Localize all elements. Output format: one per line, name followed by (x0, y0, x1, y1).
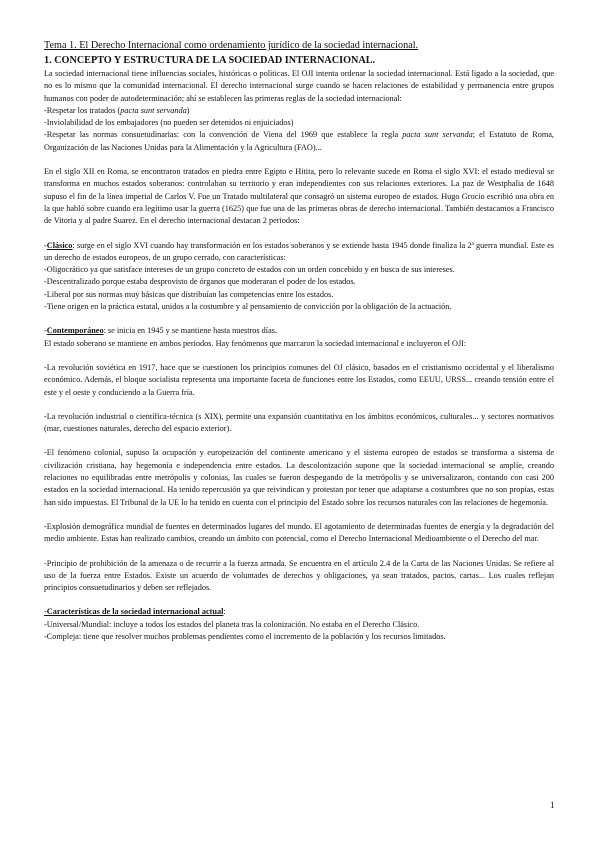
phenomenon-paragraph: -La revolución soviética en 1917, hace que se cuestionen los principios comunes del OJ clásico, basados en el cristianismo occidental y el liberalismo económico. Además, el bloque socialista representa una importante faceta de funciones entre los Estados, como EEUU, URSS... creando tensión entre el este y el oeste y conduciendo a la Guerra fría. (44, 362, 554, 397)
document-title: Tema 1. El Derecho Internacional como ordenamiento jurídico de la sociedad internacional. (44, 40, 419, 51)
rule-item-2: -Inviolabilidad de los embajadores (no pueden ser detenidos ni enjuiciados) (44, 118, 294, 128)
rule-item-1: -Respetar los tratados (pacta sunt servanda) (44, 105, 190, 115)
page-number: 1 (550, 800, 555, 810)
contemporaneo-line2: El estado soberano se mantiene en ambos periodos. Hay fenómenos que marcaron la sociedad internacional e incluyeron el OJI: (44, 338, 467, 348)
history-paragraph: En el siglo XII en Roma, se encontraron tratados en piedra entre Egipto e Hitita, pero lo relevante sucede en Roma el siglo XVI: el estado medieval se transforma en muchos estados soberanos: controlaban su territorio y eran independientes con sus relaciones exteriores. La paz de Westphalia de 1648 supuso el fin de la línea imperial de Carlos V. Fue un Tratado multilateral que consagró un sistema europeo de estados. Hugo Grocio escribió una obra en la que habló sobre cuando era legítimo usar la guerra (1625) que fue una de las primeras obras de derecho internacional. También destacamos a Francisco de Vitoria y al padre Suarez. En el derecho internacional destacan 2 periodos: (44, 167, 554, 226)
contemporaneo-label: Contemporáneo (46, 326, 104, 336)
clasico-label: Clásico (46, 240, 73, 250)
clasico-paragraph: -Clásico: surge en el siglo XVI cuando hay transformación en los estados soberanos y se extiende hasta 1945 donde finaliza la 2ª guerra mundial. Este es un derecho de estados europeos, de un grupo cerrado, con características: (44, 240, 554, 262)
phenomenon-paragraph: -Explosión demográfica mundial de fuentes en determinados lugares del mundo. El agotamiento de determinadas fuentes de energía y la degradación del medio ambiente. Estas han realizado cambios, creando un ámbito con potencial, como el Derecho Internacional Medioambiente o el Derecho del mar. (44, 521, 554, 544)
caracteristicas-item: -Universal/Mundial: incluye a todos los estados del planeta tras la colonización. No estaba en el Derecho Clásico. (44, 619, 420, 629)
phenomenon-paragraph: -Principio de prohibición de la amenaza o de recurrir a la fuerza armada. Se encuentra en el artículo 2.4 de la Carta de las Naciones Unidas. Se refiere al uso de la fuerza entre Estados. Existe un acuerdo de voluntades de derechos y obligaciones, ya sean tratados, pactos, cartas... Los cuales reflejan principios consuetudinarios y deben ser reflejados. (44, 558, 554, 593)
clasico-item: -Descentralizado porque estaba desprovisto de órganos que moderaran el poder de los estados. (44, 277, 356, 287)
intro-paragraph: La sociedad internacional tiene influencias sociales, históricas o políticas. El OJI intenta ordenar la sociedad internacional. Está ligado a la sociedad, que no es lo mismo que la comunidad internacional. El derecho internacional surge cuando se hacen relaciones de estabilidad y permanencia entre grupos humanos con poder de autodeterminación; ahí se establecen las primeras reglas de la sociedad internacional: (44, 69, 554, 103)
contemporaneo-paragraph: -Contemporáneo: se inicia en 1945 y se mantiene hasta nuestros días. (44, 326, 278, 336)
clasico-item: -Liberal por sus normas muy básicas que distribuían las competencias entre los estados. (44, 289, 334, 299)
section-heading: 1. CONCEPTO Y ESTRUCTURA DE LA SOCIEDAD INTERNACIONAL. (44, 55, 376, 66)
caracteristicas-item: -Compleja: tiene que resolver muchos problemas pendientes como el incremento de la población y los recursos limitados. (44, 631, 446, 641)
clasico-item: -Tiene origen en la práctica estatal, unidos a la costumbre y al pensamiento de convicción por la obligación de la actuación. (44, 302, 452, 312)
phenomenon-paragraph: -La revolución industrial o científica-técnica (s XIX), permite una expansión cuantitativa en los ámbitos económicos, culturales... y sectores normativos (mar, cuestiones naturales, derecho del espacio exterior). (44, 411, 554, 434)
document-page (44, 40, 554, 643)
clasico-item: -Oligocrático ya que satisface intereses de un grupo concreto de estados con un orden concebido y en busca de sus intereses. (44, 265, 455, 275)
phenomenon-paragraph: -El fenómeno colonial, supuso la ocupación y europeización del continente americano y el sistema europeo de estados se transforma a sistema de civilización cristiana, hay hegemonía e independencia entre estados. La descolonización supone que la sociedad internacional se amplíe, creando relaciones no equilibradas entre metrópolis y colonias, las cuales se fueron despegando de la metrópolis y se universalizaron, contando con casi 200 estados en la sociedad internacional. Ha tenido repercusión ya que reivindican y protestan por tener que adaptarse a costumbres que no son propias, estas han sido impuestas. El Tribunal de la UE lo ha tenido en cuenta con el principio del Estado sobre los recursos naturales con las relaciones de hegemonía. (44, 448, 554, 507)
rule-item-3: -Respetar las normas consuetudinarias: con la convención de Viena del 1969 que establece la regla pacta sunt servanda; el Estatuto de Roma, Organización de las Naciones Unidas para la Alimentación y la Agricultura (FAO)... (44, 130, 554, 152)
caracteristicas-heading: -Características de la sociedad internacional actual: (44, 607, 226, 617)
